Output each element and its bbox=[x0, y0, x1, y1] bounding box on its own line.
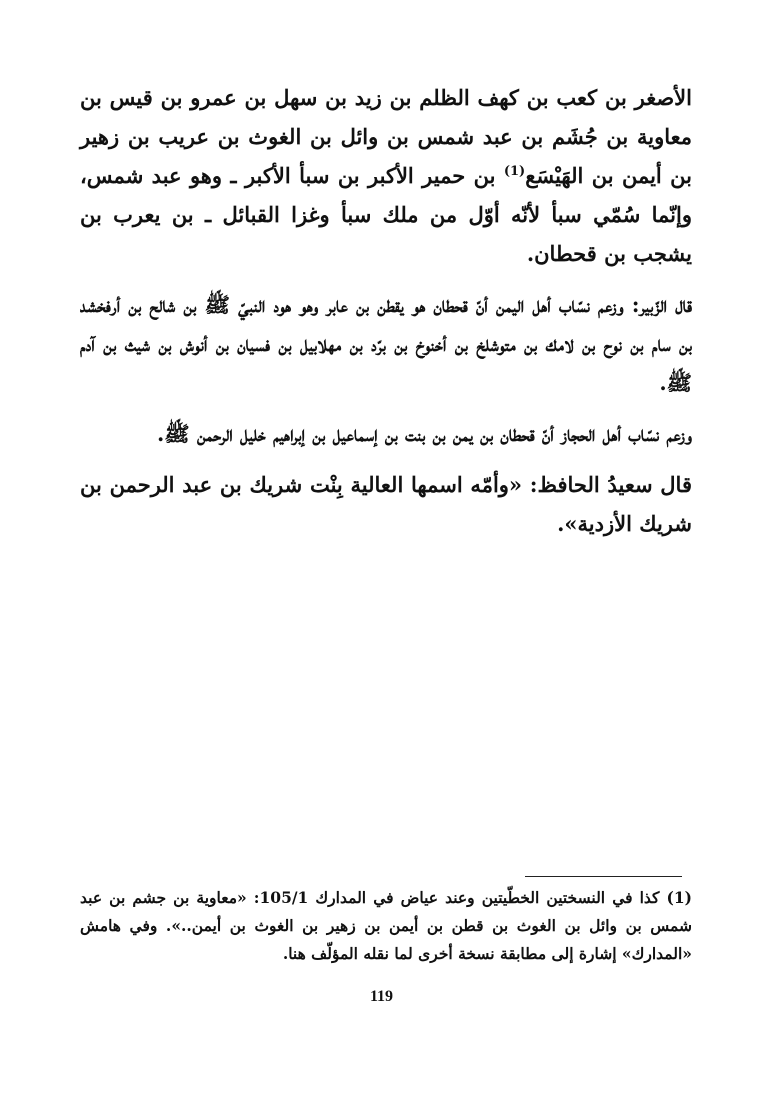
main-text bbox=[80, 78, 692, 555]
paragraph-1-part-1: الأصغر بن كعب بن كهف الظلم بن زيد بن سهل بن عمرو بن قيس بن معاوية بن جُشَم بن عبد شمس بن وائل بن الغوث بن عريب بن زهير بن أيمن بن الهَيْسَع bbox=[80, 85, 692, 188]
paragraph-2: قال الزّبير: وزعم نسّاب أهل اليمن أنّ قحطان هو يقطن بن عابر وهو هود النبيّ ﷺ بن شالح بن أرفخشد بن سام بن نوح بن لامك بن متوشلخ بن أخنوخ بن برّد بن مهلابيل بن فسيان بن أنوش بن شيث بن آدم ﷺ. bbox=[80, 292, 692, 395]
footnote-1: (1) كذا في النسختين الخطّيتين وعند عياض في المدارك 105/1: «معاوية بن جشم بن عبد شمس بن وائل بن الغوث بن قطن بن أيمن بن زهير بن الغوث بن أيمن..». وفي هامش «المدارك» إشارة إلى مطابقة نسخة أخرى لما نقله المؤلّف هنا. bbox=[80, 888, 692, 963]
footnotes bbox=[80, 884, 692, 968]
paragraph-3: وزعم نسّاب أهل الحجاز أنّ قحطان بن يمن بن بنت بن إسماعيل بن إبراهيم خليل الرحمن ﷺ. bbox=[157, 421, 692, 446]
paragraph-1-part-2: بن حمير الأكبر بن سبأ الأكبر ـ وهو عبد شمس، وإنّما سُمّي سبأ لأنّه أوّل من ملك سبأ وغزا القبائل ـ بن يعرب بن يشجب بن قحطان. bbox=[80, 163, 692, 266]
page-number: 119 bbox=[369, 988, 394, 1005]
paragraph-4: قال سعيدُ الحافظ: «وأمّه اسمها العالية بِنْت شريك بن عبد الرحمن بن شريك الأزدية». bbox=[80, 472, 692, 536]
footnote-reference[interactable]: (1) bbox=[503, 164, 526, 179]
paragraph-1 bbox=[80, 78, 692, 273]
footnote-divider bbox=[525, 876, 682, 877]
